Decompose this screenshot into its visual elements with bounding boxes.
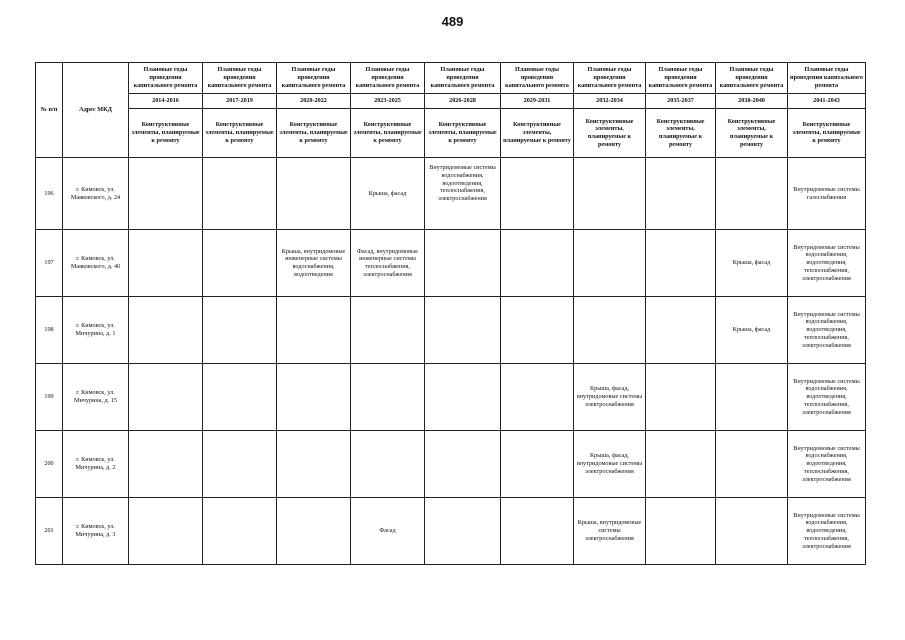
header-year: 2014-2016 [129,94,203,109]
row-cell [277,364,351,431]
row-cell [501,364,574,431]
header-year: 2020-2022 [277,94,351,109]
table-row [36,297,866,364]
header-elements: Конструктивные элементы, планируемые к ремонту [716,109,788,158]
row-cell [129,364,203,431]
row-cell [425,230,501,297]
row-cell [277,431,351,498]
row-cell [425,431,501,498]
row-number: 201 [36,498,63,565]
row-cell: Крыша, внутридомовые инженерные системы водоснабжения, водоотведения [277,230,351,297]
table-row [36,158,866,230]
row-cell [646,431,716,498]
header-row-years [36,94,866,109]
row-cell [716,364,788,431]
row-cell: Крыша, фасад, внутридомовые системы электроснабжения [574,431,646,498]
header-period: Плановые годы проведения капитального ремонта [788,63,866,94]
header-elements: Конструктивные элементы, планируемые к ремонту [203,109,277,158]
row-address: г. Кимовск, ул. Мичурина, д. 1 [63,297,129,364]
header-period: Плановые годы проведения капитального ремонта [425,63,501,94]
row-cell [716,158,788,230]
row-cell [203,498,277,565]
row-cell: Внутридомовые системы водоснабжения, водоотведения, теплоснабжения, электроснабжения [425,158,501,230]
row-cell [501,158,574,230]
header-year: 2017-2019 [203,94,277,109]
row-cell [129,230,203,297]
header-period: Плановые годы проведения капитального ремонта [574,63,646,94]
row-address: г. Кимовск, ул. Мичурина, д. 2 [63,431,129,498]
capital-repair-plan-table [35,62,866,565]
header-period: Плановые годы проведения капитального ремонта [203,63,277,94]
header-year: 2029-2031 [501,94,574,109]
row-cell: Внутридомовые системы газоснабжения [788,158,866,230]
row-cell: Фасад [351,498,425,565]
row-cell: Крыша, фасад [716,230,788,297]
row-cell [203,230,277,297]
row-cell: Крыша, фасад, внутридомовые системы электроснабжения [574,364,646,431]
row-cell [129,431,203,498]
row-cell [716,498,788,565]
page-number: 489 [441,14,464,29]
row-cell: Внутридомовые системы водоснабжения, водоотведения, теплоснабжения, электроснабжения [788,364,866,431]
header-elements: Конструктивные элементы, планируемые к ремонту [646,109,716,158]
header-year: 2023-2025 [351,94,425,109]
header-elements: Конструктивные элементы, планируемые к ремонту [277,109,351,158]
row-cell [203,158,277,230]
row-address: г. Кимовск, ул. Мичурина, д. 3 [63,498,129,565]
row-cell [646,364,716,431]
row-cell [646,230,716,297]
row-cell [425,364,501,431]
row-cell [501,431,574,498]
row-cell [351,297,425,364]
row-cell [574,230,646,297]
row-cell [646,498,716,565]
header-elements: Конструктивные элементы, планируемые к ремонту [574,109,646,158]
table-row [36,431,866,498]
row-cell [646,297,716,364]
row-cell [574,158,646,230]
row-cell [716,431,788,498]
row-address: г. Кимовск, ул. Маяковского, д. 24 [63,158,129,230]
header-year: 2032-2034 [574,94,646,109]
header-year: 2035-2037 [646,94,716,109]
header-elements: Конструктивные элементы, планируемые к ремонту [351,109,425,158]
row-cell: Крыша, фасад [351,158,425,230]
header-elements: Конструктивные элементы, планируемые к ремонту [501,109,574,158]
row-cell [203,431,277,498]
header-period: Плановые годы проведения капитального ремонта [716,63,788,94]
row-cell [277,498,351,565]
row-cell [501,297,574,364]
row-cell: Внутридомовые системы водоснабжения, водоотведения, теплоснабжения, электроснабжения [788,297,866,364]
header-elements: Конструктивные элементы, планируемые к ремонту [129,109,203,158]
header-row-periods [36,63,866,94]
header-year: 2038-2040 [716,94,788,109]
table-row [36,230,866,297]
row-cell [129,297,203,364]
header-period: Плановые годы проведения капитального ремонта [646,63,716,94]
row-cell: Внутридомовые системы водоснабжения, водоотведения, теплоснабжения, электроснабжения [788,498,866,565]
row-cell [501,230,574,297]
header-year: 2026-2028 [425,94,501,109]
header-elements: Конструктивные элементы, планируемые к ремонту [425,109,501,158]
row-cell: Внутридомовые системы водоснабжения, водоотведения, теплоснабжения, электроснабжения [788,431,866,498]
row-cell: Фасад, внутридомовые инженерные системы теплоснабжения, электроснабжения [351,230,425,297]
header-period: Плановые годы проведения капитального ремонта [129,63,203,94]
row-cell [351,431,425,498]
row-number: 199 [36,364,63,431]
header-elements: Конструктивные элементы, планируемые к ремонту [788,109,866,158]
row-cell [501,498,574,565]
header-num: № п/п [36,63,63,158]
row-cell [277,158,351,230]
row-number: 196 [36,158,63,230]
header-year: 2041-2043 [788,94,866,109]
row-address: г. Кимовск, ул. Мичурина, д. 15 [63,364,129,431]
header-row-elements [36,109,866,158]
row-number: 197 [36,230,63,297]
row-number: 200 [36,431,63,498]
table-row [36,498,866,565]
row-cell [646,158,716,230]
row-cell: Крыша, фасад [716,297,788,364]
row-cell: Внутридомовые системы водоснабжения, водоотведения, теплоснабжения, электроснабжения [788,230,866,297]
row-cell [277,297,351,364]
row-cell [425,498,501,565]
table-row [36,364,866,431]
row-cell [129,498,203,565]
row-cell [129,158,203,230]
header-period: Плановые годы проведения капитального ремонта [277,63,351,94]
row-number: 198 [36,297,63,364]
row-cell [574,297,646,364]
row-cell [425,297,501,364]
header-period: Плановые годы проведения капитального ремонта [351,63,425,94]
row-cell: Крыша, внутридомовые системы электроснабжения [574,498,646,565]
row-cell [351,364,425,431]
row-address: г. Кимовск, ул. Маяковского, д. 40 [63,230,129,297]
row-cell [203,364,277,431]
header-address: Адрес МКД [63,63,129,158]
row-cell [203,297,277,364]
header-period: Плановые годы проведения капитального ремонта [501,63,574,94]
